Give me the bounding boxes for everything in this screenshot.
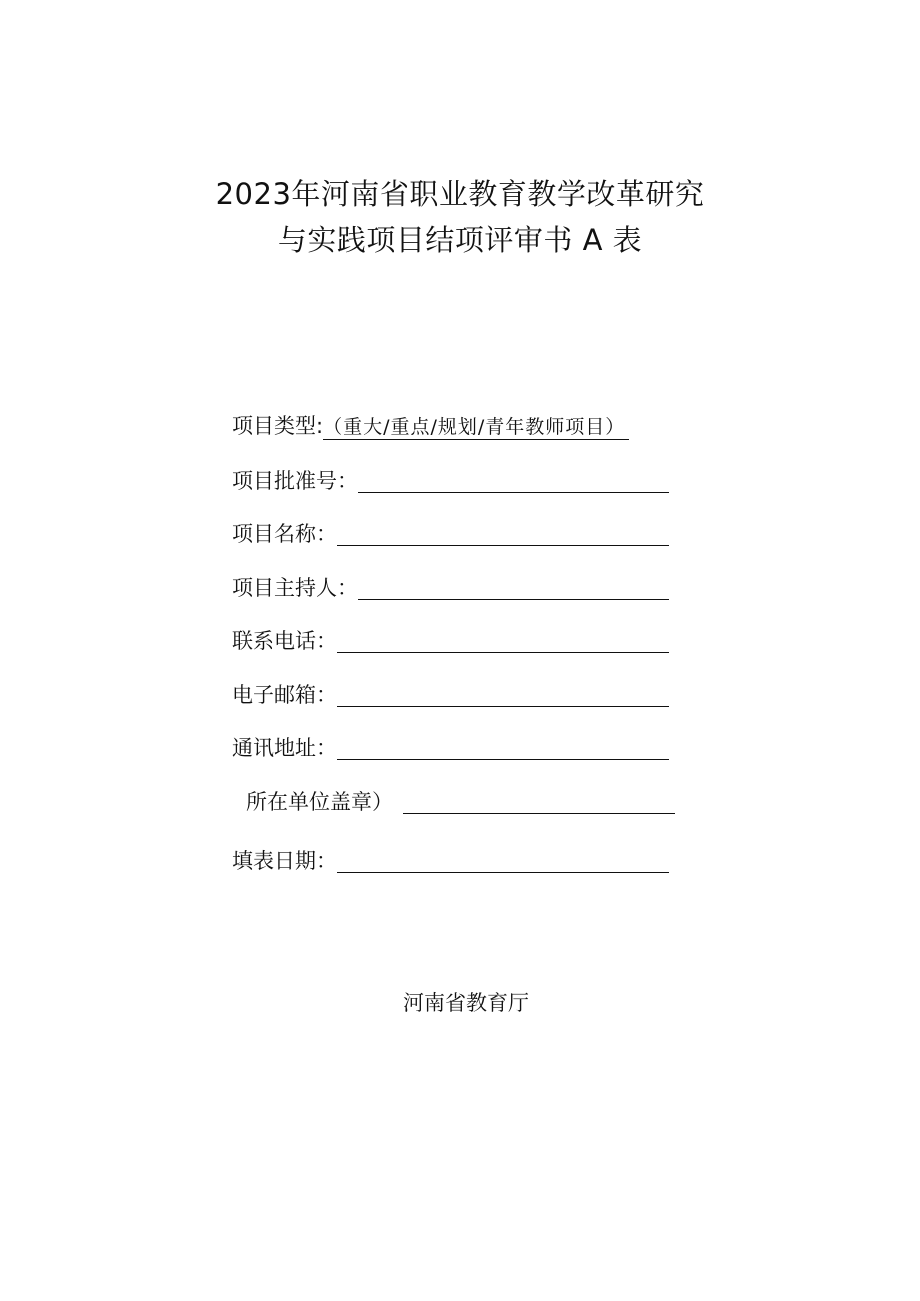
- email-label: 电子邮箱：: [232, 683, 337, 707]
- project-type-value: （重大/重点/规划/青年教师项目）: [323, 415, 629, 440]
- date-label: 填表日期：: [232, 849, 337, 873]
- date-row: [232, 845, 669, 875]
- phone-label: 联系电话：: [232, 629, 337, 653]
- project-name-label: 项目名称：: [232, 522, 337, 546]
- email-row: [232, 679, 669, 709]
- seal-field[interactable]: [403, 793, 675, 814]
- project-name-row: [232, 518, 669, 548]
- project-type-label: 项目类型:: [232, 414, 324, 438]
- address-field[interactable]: [337, 739, 669, 760]
- email-field[interactable]: [337, 686, 669, 707]
- document-title-line-2: 与实践项目结项评审书 A 表: [277, 223, 643, 257]
- date-field[interactable]: [337, 852, 669, 873]
- address-row: [232, 732, 669, 762]
- document-title-line-1: 2023年河南省职业教育教学改革研究: [215, 177, 705, 211]
- phone-row: [232, 625, 669, 655]
- phone-field[interactable]: [337, 632, 669, 653]
- approval-number-field[interactable]: [358, 472, 669, 493]
- project-type-row: [232, 410, 629, 440]
- project-name-field[interactable]: [337, 525, 669, 546]
- approval-number-label: 项目批准号：: [232, 469, 358, 493]
- seal-label: 所在单位盖章）: [246, 790, 393, 814]
- seal-row: [246, 786, 675, 816]
- host-row: [232, 572, 669, 602]
- host-label: 项目主持人：: [232, 576, 358, 600]
- approval-number-row: [232, 465, 669, 495]
- address-label: 通讯地址：: [232, 736, 337, 760]
- issuer-name: 河南省教育厅: [403, 991, 529, 1015]
- host-field[interactable]: [358, 579, 669, 600]
